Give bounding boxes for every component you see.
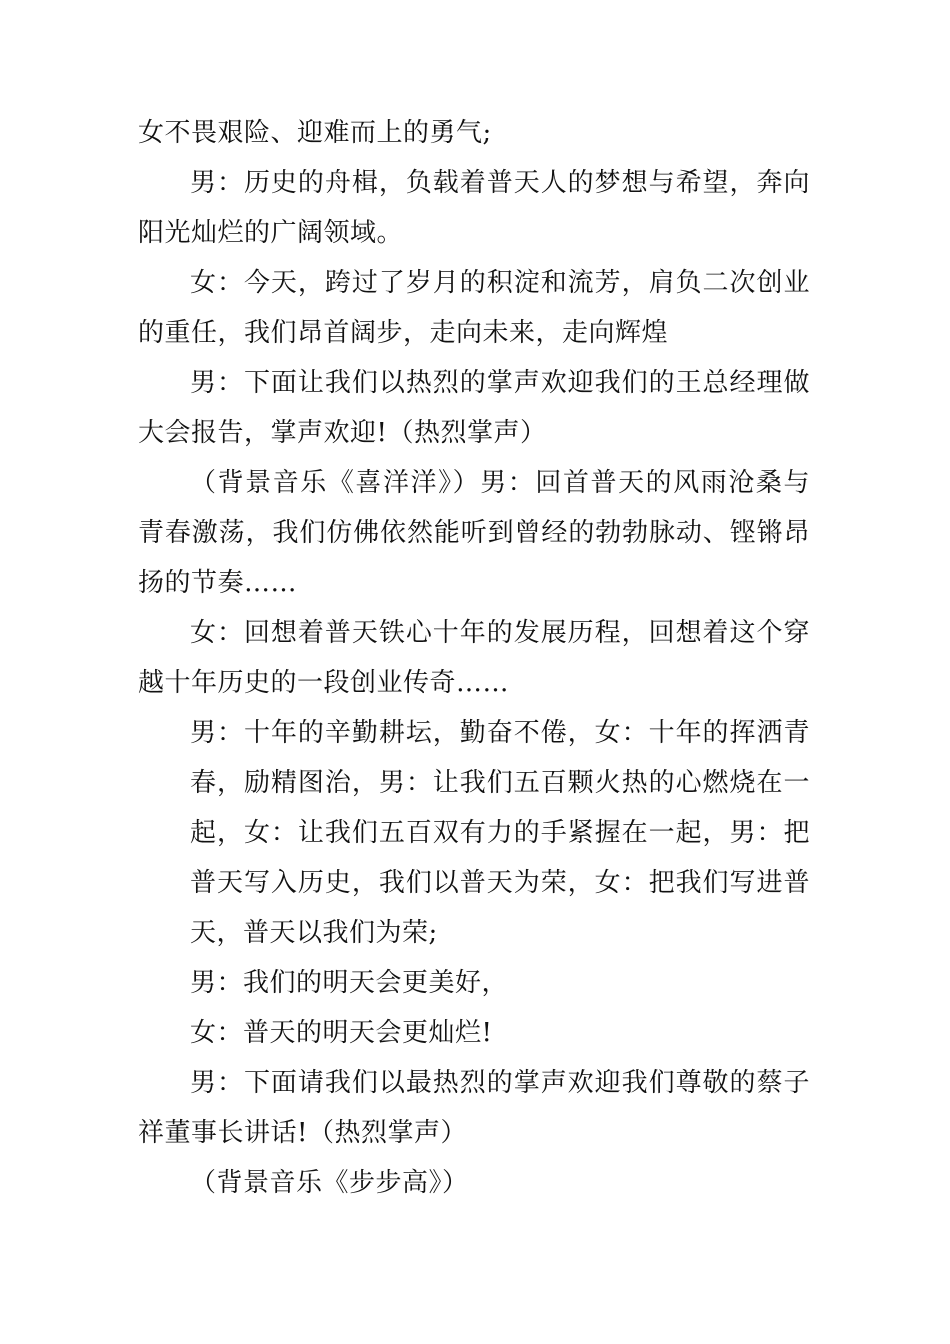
paragraph: 女不畏艰险、迎难而上的勇气; (138, 118, 492, 148)
paragraph: （背景音乐《喜洋洋》）男：回首普天的风雨沧桑与青春激荡，我们仿佛依然能听到曾经的勃勃脉动、铿锵昂扬的节奏…… (138, 468, 810, 598)
paragraph: 男：我们的明天会更美好， (190, 968, 509, 998)
paragraph: 女：普天的明天会更灿烂! (190, 1018, 493, 1048)
paragraph: （背景音乐《步步高》） (190, 1168, 469, 1198)
document-body (138, 108, 810, 1208)
paragraph: 男：历史的舟楫，负载着普天人的梦想与希望，奔向阳光灿烂的广阔领域。 (138, 168, 810, 248)
paragraph: 女：回想着普天铁心十年的发展历程，回想着这个穿越十年历史的一段创业传奇…… (138, 618, 810, 698)
paragraph: 男：下面请我们以最热烈的掌声欢迎我们尊敬的蔡子祥董事长讲话!（热烈掌声） (138, 1068, 810, 1148)
paragraph: 男：十年的辛勤耕坛，勤奋不倦，女：十年的挥洒青春，励精图治，男：让我们五百颗火热的心燃烧在一起，女：让我们五百双有力的手紧握在一起，男：把普天写入历史，我们以普天为荣，女：把我们写进普天，普天以我们为荣; (190, 718, 810, 948)
paragraph: 男：下面让我们以热烈的掌声欢迎我们的王总经理做大会报告，掌声欢迎!（热烈掌声） (138, 368, 810, 448)
paragraph: 女：今天，跨过了岁月的积淀和流芳，肩负二次创业的重任，我们昂首阔步，走向未来，走向辉煌 (138, 268, 810, 348)
